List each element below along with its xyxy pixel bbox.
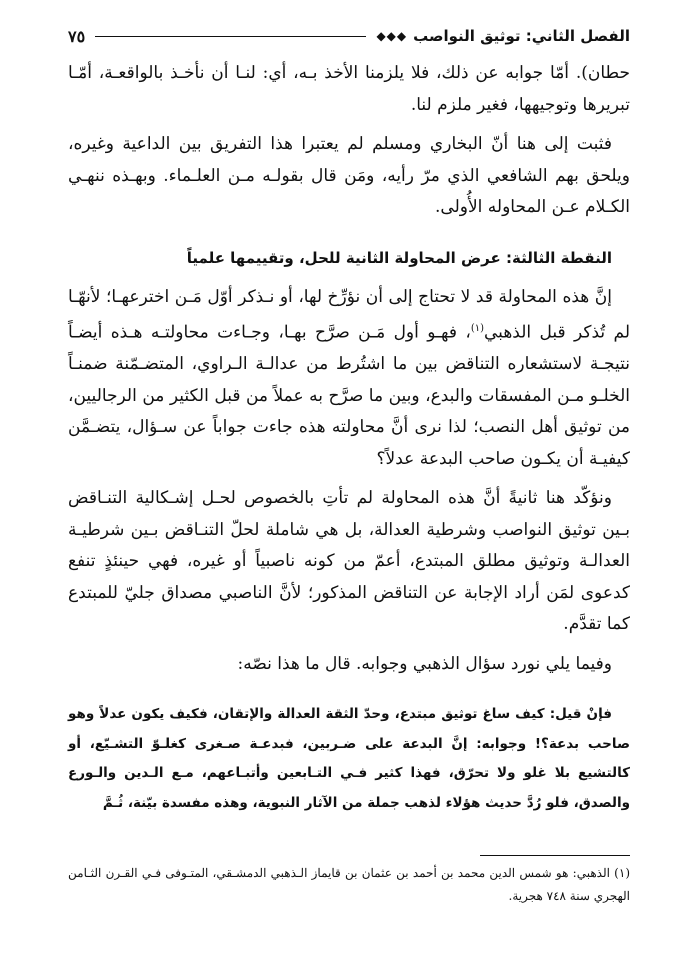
header-rule: [95, 36, 366, 37]
quoted-passage: فإنْ قيل: كيف ساغ توثيق مبتدع، وحدّ الثقة العدالة والإتقان، فكيف يكون عدلاً وهو صاحب بدعة؟! وجوابه: إنَّ البدعة على ضـربين، فبدعـة صـغرى كغلـوّ التشـيّع، أو كالتشيع بلا غلو ولا تحرّق، فهذا كثير فـي التـابعين وأتبـاعهم، مـع الـدين والـورع والصدق، فلو رُدَّ حديث هؤلاء لذهب جملة من الآثار النبوية، وهذه مفسدة بيّنة، ثُـمَّ: [68, 706, 630, 811]
paragraph-2: فثبت إلى هنا أنّ البخاري ومسلم لم يعتبرا هذا التفريق بين الداعية وغيره، ويلحق بهم الشافعي الذي مرّ رأيه، ومَن قال بقولـه مـن العلـماء. وبهـذه ننهـي الكـلام عـن المحاوله الأُولى.: [68, 134, 630, 217]
footnote: (١) الذهبي: هو شمس الدين محمد بن أحمد بن عثمان بن قايماز الـذهبي الدمشـقي، المتـوفى فـي القـرن الثـامن الهجري سنة ٧٤٨ هجرية.: [68, 866, 630, 903]
footnote-reference[interactable]: (١): [470, 323, 485, 334]
paragraph-5: وفيما يلي نورد سؤال الذهبي وجوابه. قال ما هذا نصّه:: [237, 653, 612, 674]
paragraph-1: حطان). أمّا جوابه عن ذلك، فلا يلزمنا الأخذ بـه، أي: لنـا أن نأخـذ بالواقعـة، أمّـا تبريرها وتوجيهها، فغير ملزم لنا.: [68, 63, 630, 115]
page-header: [68, 24, 630, 48]
paragraph-3-end: ، فهـو أول مَـن صرَّح بهـا، وجـاءت محاولتـه هـذه أيضـاً نتيجـة لاستشعاره التناقض بين ما اشتُرط من عدالـة الـراوي، المتضـمّنة ضمنـاً الخلـو مـن المفسقات والبدع، وبين ما صرَّح به عملاً من قبل الكثير من الرجاليين، من توثيق أهل النصب؛ لذا نرى أنَّ محاولته هذه جاءت جواباً عن سـؤال، يتضـمَّن كيفيـة أن يكـون صاحب البدعة عدلاً؟: [68, 322, 630, 469]
paragraph-3: [68, 282, 630, 476]
body-text: [68, 58, 630, 688]
paragraph-3-start: إنَّ هذه المحاولة قد لا تحتاج إلى أن نؤرِّخ لها، أو نـذكر أوّل مَـن اخترعهـا؛ لأنهّـا لم تُذكر قبل الذهبي: [68, 286, 630, 343]
page-number: ٧٥: [68, 26, 86, 46]
paragraph-4: ونؤكّد هنا ثانيةً أنَّ هذه المحاولة لم تأتِ بالخصوص لحـل إشـكالية التنـاقض بـين توثيق النواصب وشرطية العدالة، بل هي شاملة لحلّ التنـاقض بـين شرطيـة العدالـة وتوثيق مطلق المبتدع، أعمّ من كونه ناصبياً أو غيره، فهي حينئذٍ تنفع كدعوى لمَن أراد الإجابة عن التناقض المذكور؛ لأنَّ الناصبي مصداق جليّ للمبتدع كما تقدَّم.: [68, 488, 630, 635]
chapter-title: الفصل الثاني: توثيق النواصب: [413, 27, 630, 45]
diamond-ornament-icon: ◆◆◆: [376, 29, 408, 43]
section-heading: النقطة الثالثة: عرض المحاولة الثانية للحل، وتقييمها علمياً: [186, 248, 612, 267]
footnote-separator: [480, 855, 630, 856]
